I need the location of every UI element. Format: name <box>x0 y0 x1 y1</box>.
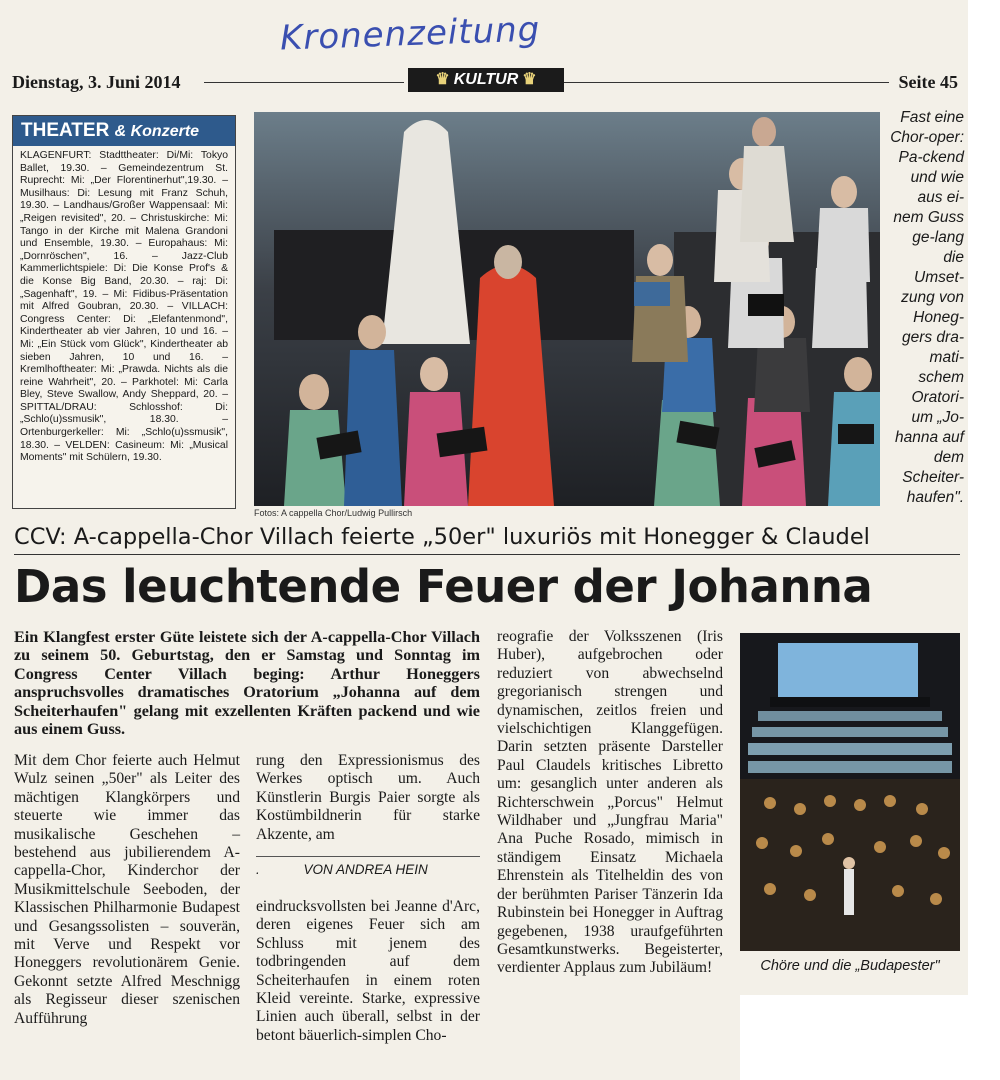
header-rule-right <box>564 82 889 83</box>
crown-icon: ♛ <box>435 71 450 88</box>
clipping-cut-edge <box>740 995 968 1080</box>
article-lead: Ein Klangfest erster Güte leistete sich der A-cappella-Chor Villach zu seinem 50. Geburtstag, den er Samstag und Sonntag im Congress Center Villach beging: Arthur Honeggers anspruchsvolles dramatisches Oratorium „Johanna auf dem Scheiterhaufen" gelang mit exzellenten Kräften packend und wie aus einem Guss. <box>14 628 480 739</box>
section-badge <box>408 68 564 92</box>
issue-date: Dienstag, 3. Juni 2014 <box>12 72 181 92</box>
author-byline: . VON ANDREA HEIN <box>256 856 480 877</box>
article-column-2-bottom: eindrucksvollsten bei Jeanne d'Arc, deren eigenes Feuer sich am Schluss mit jenem des todbringenden auf dem Scheiterhaufen in einem roten Kleid vereinte. Starke, expressive Linien auch überall, selbst in der betont bäuerlich-simplen Cho- <box>256 898 480 1044</box>
article-column-3: reografie der Volksszenen (Iris Huber), aufgebrochen oder reduziert von abwechselnd gregorianisch strengen und dynamischen, zeitlos freien und vielschichtigen Klanggefügen. Darin setzten präsente Darsteller Paul Claudels kritisches Libretto um: gesanglich unter anderen als Richterschwein „Porcus" Helmut Wildhaber und „Jungfrau Maria" Ana Puche Rosado, mimisch in ständigem Einsatz Michaela Ehrenstein als Titelheldin des von der berühmten Pariser Tänzerin Ida Rubinstein bei Honegger in Auftrag gegebenen, 1938 uraufgeführten Gesamtkunstwerks. Begeisterter, verdienter Applaus zum Jubiläum! <box>497 628 723 977</box>
article-headline: Das leuchtende Feuer der Johanna <box>14 560 873 613</box>
page-number: Seite 45 <box>898 72 958 92</box>
choir-stage-photo <box>254 112 880 506</box>
article-column-1: Mit dem Chor feierte auch Helmut Wulz seinen „50er" als Leiter des mächtigen Klangkörpers und steuerte wie immer das musikalische Geschehen – bestehend aus jubilierendem A-cappella-Chor, Kinderchor der Musikmittelschule Seeboden, der Klassischen Philharmonie Budapest und Gesangssolisten – souverän, mit Verve und Respekt vor Honeggers revolutionärem Genie. Gekonnt setzte Alfred Meschnigg als Regisseur dieser szenischen Aufführung <box>14 752 240 1027</box>
article-column-2-top: rung den Expressionismus des Werkes optisch um. Auch Künstlerin Burgis Paier sorgte als Kostümbildnerin für starke Akzente, am <box>256 752 480 843</box>
theater-title: THEATER <box>21 120 110 141</box>
theater-listings-text: KLAGENFURT: Stadttheater: Di/Mi: Tokyo Ballet, 19.30. – Gemeindezentrum St. Ruprecht: Mi: „Der Florentinerhut",19.30. – Musilhaus: Di: Lesung mit Franz Schuh, 19.30. – Landhaus/Großer Wappensaal: Mi: „Reigen revisited", 20. – Christuskirche: Mi: Tango in der Kirche mit Malena Grandoni und Ensemble, 19.30. – Europahaus: Mi: „Dornröschen", 16. – Jazz-Club Kammerlichtspiele: Di: Die Konse Prof's & die Konse Big Band, 20.30. – raj: Di: „Sagenhaft", 19. – Mi: Fidibus-Präsentation mit Alfred Goubran, 20.30. – VILLACH: Congress Center: Di: „Elefantenmond", Kindertheater ab vier Jahren, 10 und 16. – Mi: „Ein Stück vom Glück", Kindertheater ab sieben Jahren, 10 und 16. – Kremlhoftheater: Mi: „Prawda. Nichts als die reine Wahrheit", 20. – Parkhotel: Mi: Carla Bley, Steve Swallow, Andy Sheppard, 20. – SPITTAL/DRAU: Schlosshof: Di: „Schlo(u)ssmusik", 18.30. – Ortenburgerkeller: Mi: „Schlo(u)ssmusik", 18.30. – VELDEN: Casineum: Mi: „Musical Moments" mit Schülern, 19.30. <box>20 150 228 464</box>
header-rule-left <box>204 82 404 83</box>
theater-listings-box <box>12 115 236 509</box>
article-kicker: CCV: A-cappella-Chor Villach feierte „50er" luxuriös mit Honegger & Claudel <box>14 524 960 555</box>
theater-title-suffix: & Konzerte <box>114 123 200 140</box>
orchestra-photo-illustration <box>740 633 960 951</box>
section-label: KULTUR <box>453 71 519 88</box>
scan-margin <box>968 0 1000 1080</box>
photo-side-caption: Fast eine Chor-oper: Pa-ckend und wie aus ei-nem Guss ge-lang die Umset-zung von Honeg-gers dra-mati-schem Oratori-um „Jo-hanna auf dem Scheiter-haufen". <box>890 109 964 506</box>
orchestra-photo <box>740 633 960 951</box>
crown-icon: ♛ <box>522 71 537 88</box>
page-header <box>12 68 958 94</box>
choir-photo-illustration <box>254 112 880 506</box>
handwritten-note: Kronenzeitung <box>279 9 541 59</box>
photo-credit: Fotos: A cappella Chor/Ludwig Pullirsch <box>254 508 413 518</box>
author-name: VON ANDREA HEIN <box>303 862 428 877</box>
orchestra-photo-caption: Chöre und die „Budapester" <box>760 958 940 974</box>
theater-listings-title <box>13 116 235 146</box>
